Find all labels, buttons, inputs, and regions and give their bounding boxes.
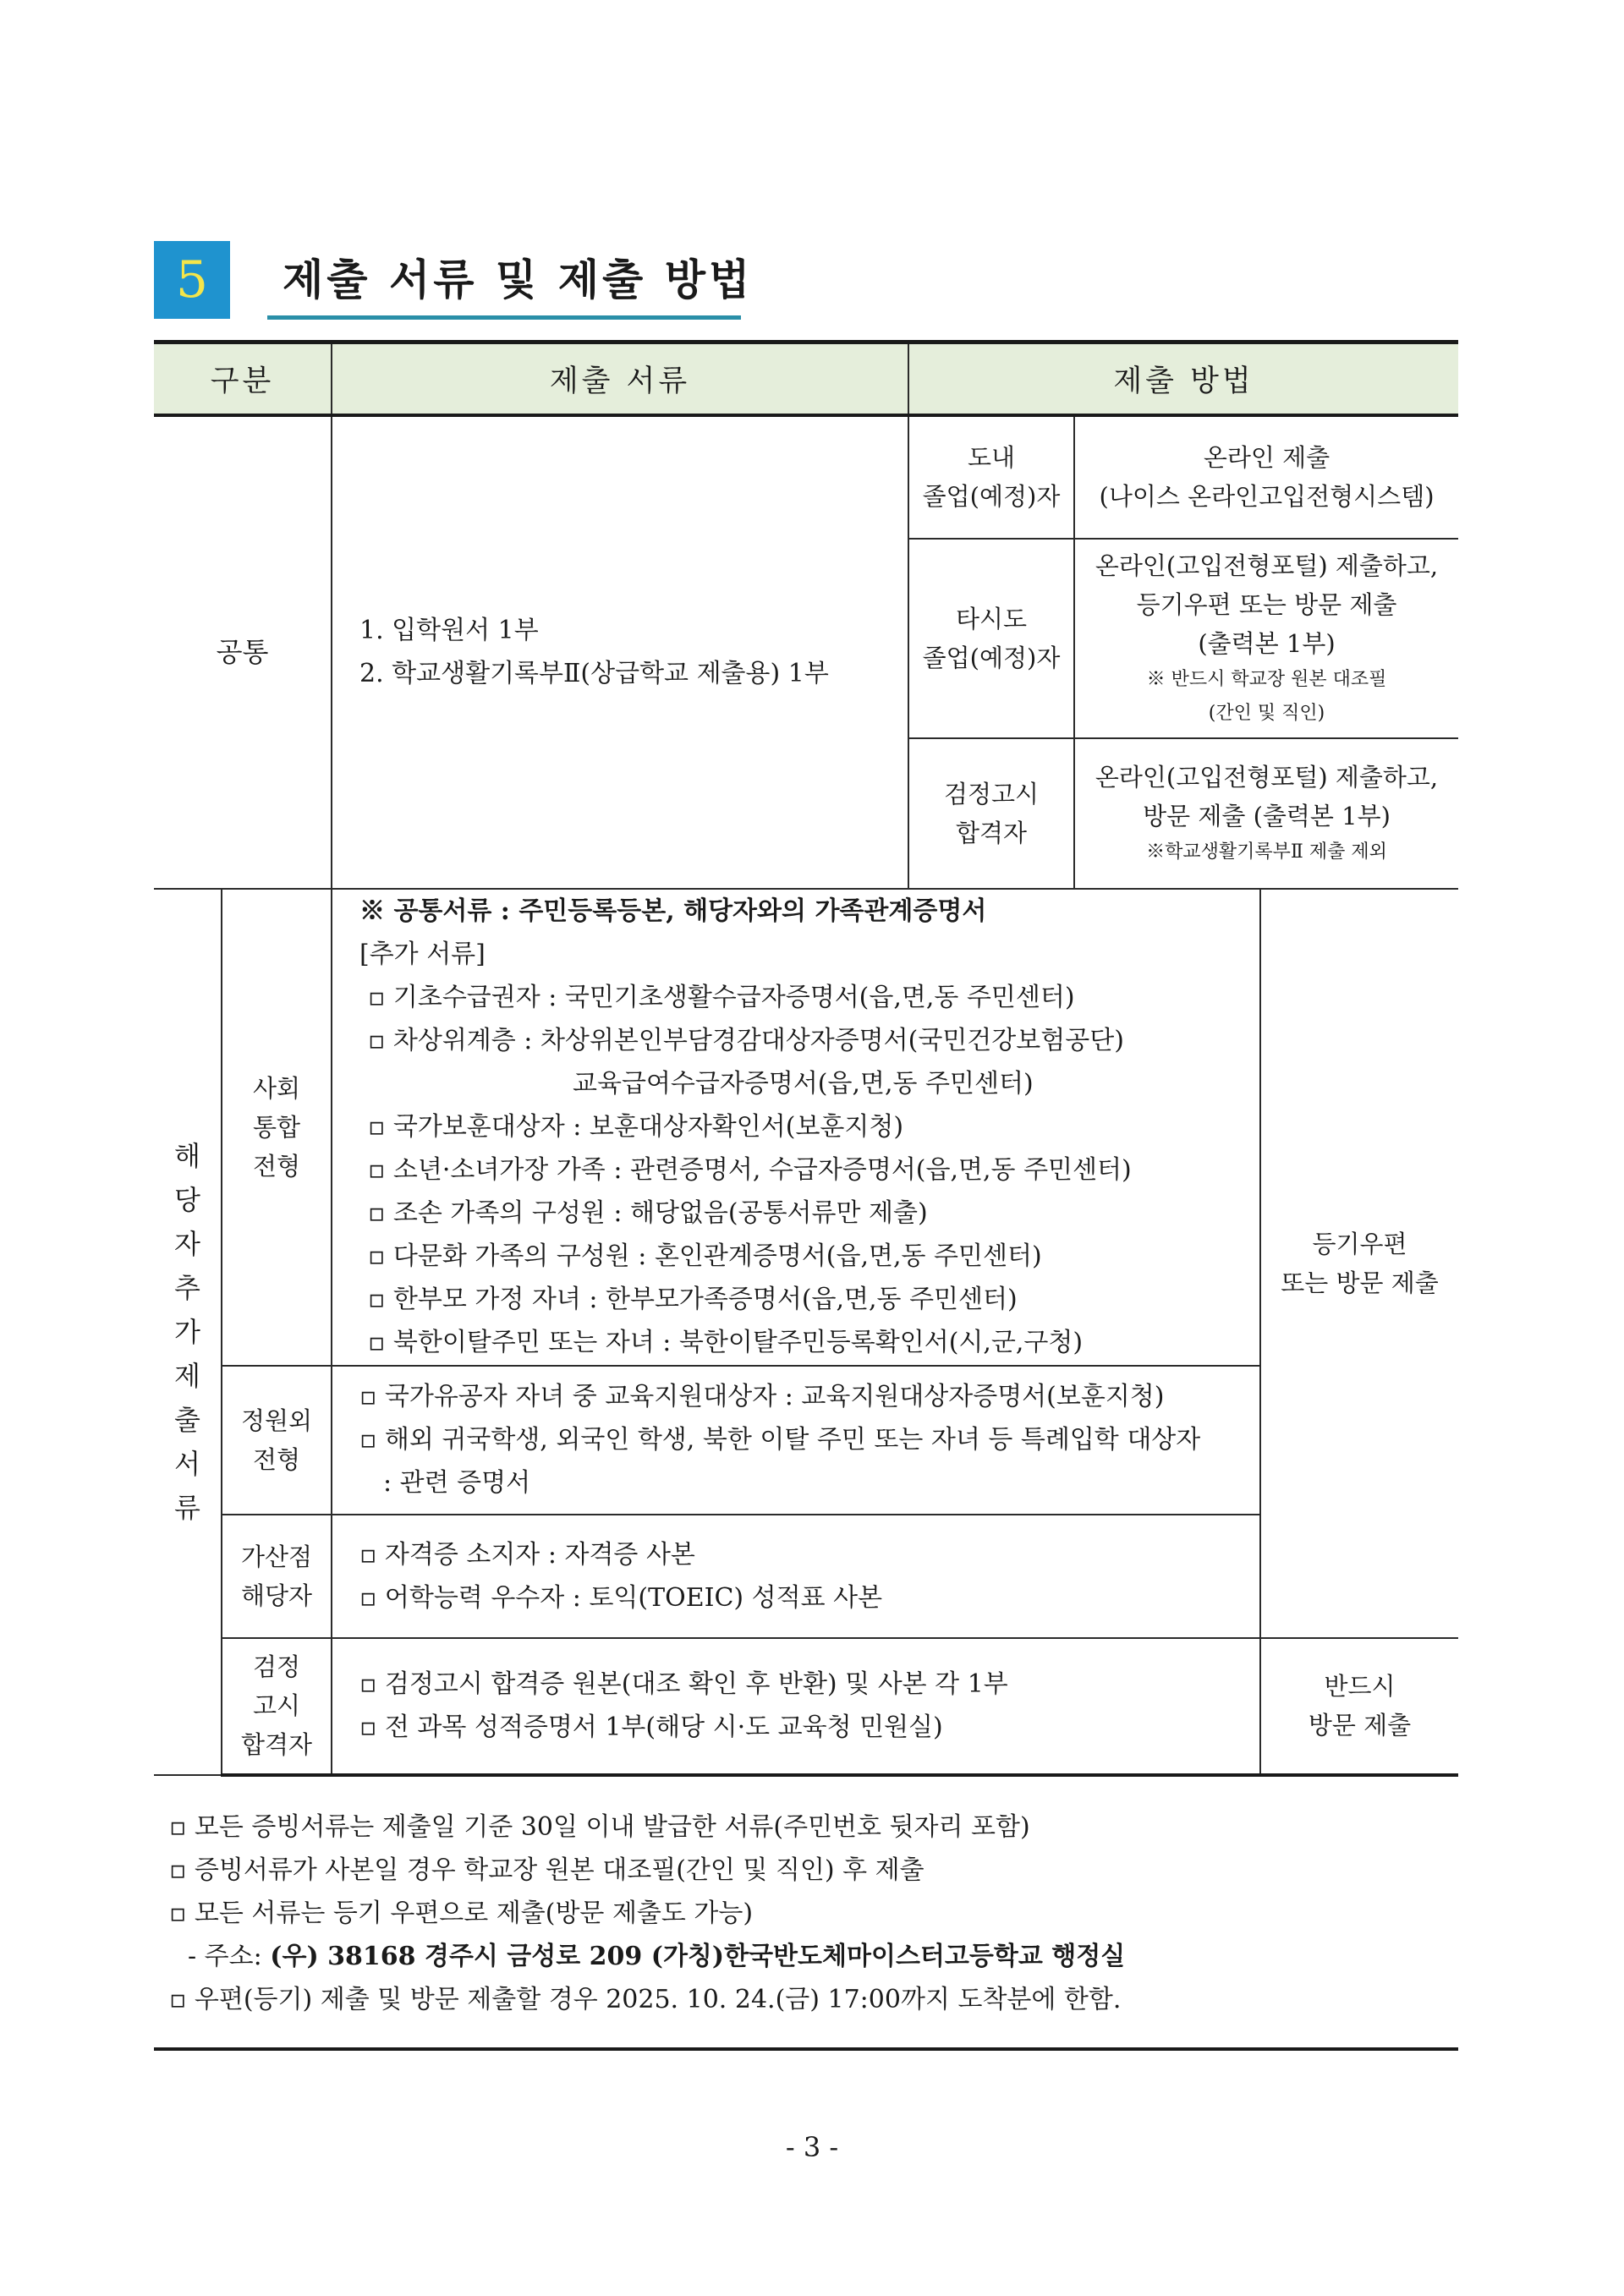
note-item: ▫ 증빙서류가 사본일 경우 학교장 원본 대조필(간인 및 직인) 후 제출 — [169, 1855, 924, 1885]
mail-or-visit-method: 등기우편 또는 방문 제출 — [1260, 889, 1458, 1638]
method-how-in-province: 온라인 제출 (나이스 온라인고입전형시스템) — [1074, 415, 1458, 539]
list-item: ▫ 어학능력 우수자 : 토익(TOEIC) 성적표 사본 — [359, 1582, 883, 1613]
list-item: 교육급여수급자증명서(읍,면,동 주민센터) — [573, 1069, 1034, 1099]
common-doc-2: 2. 학교생활기록부Ⅱ(상급학교 제출용) 1부 — [359, 659, 829, 688]
list-item: ▫ 북한이탈주민 또는 자녀 : 북한이탈주민등록확인서(시,군,구청) — [368, 1328, 1084, 1357]
extra-quota-docs — [332, 1366, 1260, 1515]
note-item: ▫ 모든 증빙서류는 제출일 기준 30일 이내 발급한 서류(주민번호 뒷자리 포함) — [169, 1812, 1030, 1842]
additional-docs-heading: [추가 서류] — [359, 940, 486, 969]
common-label: 공통 — [154, 415, 332, 889]
table-row — [154, 415, 1458, 539]
social-integration-docs — [332, 889, 1260, 1366]
list-item: : 관련 증명서 — [383, 1468, 531, 1498]
address-prefix: - 주소: — [188, 1942, 271, 1971]
list-item: ▫ 조손 가족의 구성원 : 해당없음(공통서류만 제출) — [368, 1198, 928, 1228]
ged-docs — [332, 1638, 1260, 1775]
list-item: ▫ 자격증 소지자 : 자격증 사본 — [359, 1539, 695, 1570]
additional-docs-label: 해 당 자 추 가 제 출 서 류 — [154, 889, 222, 1775]
list-item: ▫ 국가유공자 자녀 중 교육지원대상자 : 교육지원대상자증명서(보훈지청) — [359, 1382, 1165, 1411]
deadline-note: ▫ 우편(등기) 제출 및 방문 제출할 경우 2025. 10. 24.(금) 17:00까지 도착분에 한함. — [169, 1985, 1122, 2014]
method-how-other-province: 온라인(고입전형포털) 제출하고, 등기우편 또는 방문 제출 (출력본 1부) ※ 반드시 학교장 원본 대조필 (간인 및 직인) — [1074, 539, 1458, 738]
bonus-points-label: 가산점 해당자 — [222, 1515, 332, 1638]
note-item: ▫ 모든 서류는 등기 우편으로 제출(방문 제출도 가능) — [169, 1899, 754, 1928]
section-title: 제출 서류 및 제출 방법 — [283, 255, 754, 304]
list-item: ▫ 차상위계층 : 차상위본인부담경감대상자증명서(국민건강보험공단) — [368, 1026, 1124, 1055]
list-item: ▫ 전 과목 성적증명서 1부(해당 시·도 교육청 민원실) — [359, 1712, 943, 1742]
list-item: ▫ 국가보훈대상자 : 보훈대상자확인서(보훈지청) — [368, 1112, 904, 1142]
section-number: 5 — [154, 241, 230, 319]
list-item: ▫ 다문화 가족의 구성원 : 혼인관계증명서(읍,면,동 주민센터) — [368, 1241, 1042, 1271]
bottom-rule — [154, 2047, 1458, 2051]
address-text: (우) 38168 경주시 금성로 209 (가칭)한국반도체마이스터고등학교 행정실 — [270, 1942, 1126, 1971]
extra-quota-label: 정원외 전형 — [222, 1366, 332, 1515]
bonus-points-docs — [332, 1515, 1260, 1638]
common-docs-note: ※ 공통서류 : 주민등록등본, 해당자와의 가족관계증명서 — [359, 896, 987, 926]
social-integration-label: 사회 통합 전형 — [222, 889, 332, 1366]
notes — [169, 1806, 1455, 2021]
table-row — [154, 889, 1458, 1366]
method-how-ged: 온라인(고입전형포털) 제출하고, 방문 제출 (출력본 1부) ※학교생활기록부Ⅱ 제출 제외 — [1074, 738, 1458, 889]
submission-table — [154, 340, 1458, 1777]
list-item: ▫ 한부모 가정 자녀 : 한부모가족증명서(읍,면,동 주민센터) — [368, 1285, 1018, 1314]
method-who-in-province: 도내 졸업(예정)자 — [908, 415, 1074, 539]
title-underline — [267, 315, 741, 320]
table-header-row — [154, 342, 1458, 415]
ged-method: 반드시 방문 제출 — [1260, 1638, 1458, 1775]
common-docs — [332, 415, 908, 889]
list-item: ▫ 검정고시 합격증 원본(대조 확인 후 반환) 및 사본 각 1부 — [359, 1669, 1008, 1699]
list-item: ▫ 해외 귀국학생, 외국인 학생, 북한 이탈 주민 또는 자녀 등 특례입학 대상자 — [359, 1425, 1201, 1455]
header-method: 제출 방법 — [908, 342, 1458, 415]
header-documents: 제출 서류 — [332, 342, 908, 415]
ged-label: 검정 고시 합격자 — [222, 1638, 332, 1775]
list-item: ▫ 기초수급권자 : 국민기초생활수급자증명서(읍,면,동 주민센터) — [368, 983, 1075, 1012]
method-who-ged: 검정고시 합격자 — [908, 738, 1074, 889]
list-item: ▫ 소년·소녀가장 가족 : 관련증명서, 수급자증명서(읍,면,동 주민센터) — [368, 1155, 1132, 1185]
table-row — [154, 1638, 1458, 1775]
method-who-other-province: 타시도 졸업(예정)자 — [908, 539, 1074, 738]
address-line — [169, 1935, 1455, 1978]
common-doc-1: 1. 입학원서 1부 — [359, 616, 539, 645]
page-number: - 3 - — [785, 2131, 839, 2163]
header-category: 구분 — [154, 342, 332, 415]
